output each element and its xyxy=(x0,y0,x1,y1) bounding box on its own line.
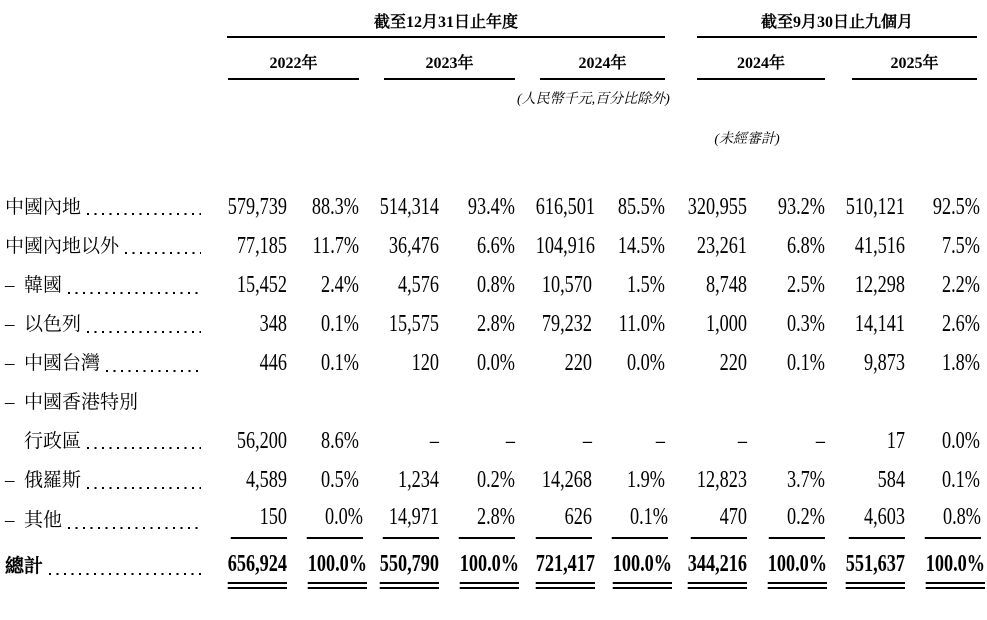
cell-value xyxy=(205,422,289,461)
cell-percent xyxy=(289,344,361,383)
percent-text: 1.8% xyxy=(942,349,981,376)
cell-percent xyxy=(594,227,667,266)
cell-value xyxy=(205,344,289,383)
percent-text: 93.4% xyxy=(467,193,515,220)
value-text: 14,141 xyxy=(854,310,906,337)
cell-value xyxy=(667,500,749,542)
cell-percent xyxy=(289,305,361,344)
cell-value xyxy=(361,542,441,592)
value-text: 41,516 xyxy=(854,232,906,259)
dot-leader xyxy=(87,213,201,215)
cell-value xyxy=(361,266,441,305)
cell-value xyxy=(827,344,907,383)
value-text: 4,603 xyxy=(849,505,905,539)
cell-percent xyxy=(907,500,982,542)
value-text: 79,232 xyxy=(541,310,592,337)
percent-text: 2.6% xyxy=(942,310,981,337)
value-text: 1,234 xyxy=(397,466,439,493)
table-row-korea xyxy=(2,266,982,305)
cell-value xyxy=(205,305,289,344)
table-row-taiwan-china xyxy=(2,344,982,383)
cell-percent xyxy=(289,500,361,542)
row-label: 俄羅斯 xyxy=(24,469,82,491)
table-body xyxy=(2,188,986,592)
cell-value xyxy=(517,227,594,266)
value-text: 15,575 xyxy=(388,310,439,337)
value-text: 220 xyxy=(719,349,748,376)
cell-percent xyxy=(594,500,667,542)
percent-text: – xyxy=(505,427,515,454)
cell-percent xyxy=(594,383,667,422)
year-header-row xyxy=(2,38,982,80)
percent-text: 1.5% xyxy=(627,271,666,298)
table-row-mainland-china xyxy=(2,188,982,227)
cell-percent xyxy=(749,344,827,383)
value-text: 344,216 xyxy=(688,552,747,589)
value-text: 348 xyxy=(259,310,287,337)
dot-leader xyxy=(87,487,201,489)
row-label-cell xyxy=(2,542,205,592)
cell-value xyxy=(827,305,907,344)
dash-prefix: – xyxy=(5,469,15,491)
dash-prefix: – xyxy=(5,313,15,335)
currency-unit-note: (人民幣千元,百分比除外) xyxy=(517,92,670,107)
percent-text: 1.9% xyxy=(627,466,666,493)
year-column-2024: 2024年 xyxy=(540,55,665,80)
value-text: 77,185 xyxy=(236,232,287,259)
period-nine-month-label: 截至9月30日止九個月 xyxy=(761,14,914,32)
revenue-by-region-table xyxy=(2,0,986,592)
cell-percent xyxy=(441,542,517,592)
cell-value xyxy=(361,383,441,422)
cell-value xyxy=(827,542,907,592)
cell-value xyxy=(667,422,749,461)
cell-value xyxy=(205,542,289,592)
row-label: 中國內地 xyxy=(5,196,82,218)
table-row-others xyxy=(2,500,982,542)
percent-text: 85.5% xyxy=(617,193,666,220)
cell-value xyxy=(517,266,594,305)
value-text: 9,873 xyxy=(863,349,906,376)
percent-text: 2.4% xyxy=(321,271,359,298)
percent-text: 100.0% xyxy=(308,552,367,589)
percent-text: 100.0% xyxy=(926,552,985,589)
cell-percent xyxy=(441,227,517,266)
value-text: 550,790 xyxy=(380,552,439,589)
percent-text: 3.7% xyxy=(787,466,826,493)
value-text: 656,924 xyxy=(228,552,287,589)
row-label-cell xyxy=(2,500,205,542)
percent-text: – xyxy=(655,427,666,454)
percent-text: 0.0% xyxy=(942,427,981,454)
cell-value xyxy=(517,461,594,500)
cell-percent xyxy=(594,305,667,344)
dot-leader xyxy=(106,370,201,372)
cell-value xyxy=(361,305,441,344)
year-column-2025: 2025年 xyxy=(852,55,977,80)
percent-text: 0.0% xyxy=(477,349,515,376)
cell-value xyxy=(827,188,907,227)
value-text: 36,476 xyxy=(388,232,439,259)
cell-value xyxy=(827,227,907,266)
value-text: 626 xyxy=(536,505,592,539)
value-text: 14,268 xyxy=(541,466,592,493)
row-label-cell xyxy=(2,188,205,227)
percent-text: 0.1% xyxy=(612,505,668,539)
row-label-cell xyxy=(2,266,205,305)
row-label: 中國香港特別 xyxy=(24,391,139,413)
percent-text: 0.1% xyxy=(321,310,359,337)
percent-text: 0.1% xyxy=(942,466,981,493)
value-text: 8,748 xyxy=(705,271,748,298)
value-text: – xyxy=(429,427,439,454)
cell-percent xyxy=(749,305,827,344)
cell-value xyxy=(667,266,749,305)
dot-leader xyxy=(49,573,201,575)
cell-percent xyxy=(749,422,827,461)
percent-text: 2.2% xyxy=(942,271,981,298)
cell-percent xyxy=(441,305,517,344)
cell-value xyxy=(517,344,594,383)
value-text: 470 xyxy=(691,505,747,539)
cell-percent xyxy=(289,227,361,266)
value-text: 15,452 xyxy=(236,271,287,298)
table-row-total xyxy=(2,542,982,592)
percent-text: 0.5% xyxy=(321,466,359,493)
value-text: 510,121 xyxy=(845,193,906,220)
value-text: 12,298 xyxy=(854,271,906,298)
row-label-cell xyxy=(2,344,205,383)
percent-text: 0.8% xyxy=(477,271,515,298)
cell-value xyxy=(827,422,907,461)
cell-value xyxy=(827,383,907,422)
cell-value xyxy=(517,500,594,542)
dash-prefix: – xyxy=(5,510,15,531)
row-label: 總計 xyxy=(5,556,44,578)
cell-percent xyxy=(594,188,667,227)
cell-value xyxy=(667,383,749,422)
percent-text: 0.3% xyxy=(787,310,826,337)
year-column-2023: 2023年 xyxy=(384,55,515,80)
corner-blank xyxy=(2,0,205,38)
unaudited-note: (未經審計) xyxy=(714,132,780,147)
cell-value xyxy=(361,344,441,383)
percent-text: 2.5% xyxy=(787,271,826,298)
value-text: 10,570 xyxy=(541,271,592,298)
cell-value xyxy=(361,188,441,227)
table-row-outside-mainland-china xyxy=(2,227,982,266)
percent-text: 100.0% xyxy=(768,552,827,589)
value-text: 23,261 xyxy=(696,232,748,259)
cell-percent xyxy=(907,542,986,592)
percent-text: 100.0% xyxy=(613,552,672,589)
dot-leader xyxy=(87,447,201,449)
cell-percent xyxy=(289,461,361,500)
dot-leader xyxy=(68,527,201,529)
percent-text: 0.0% xyxy=(627,349,666,376)
cell-value xyxy=(361,461,441,500)
cell-percent xyxy=(289,422,361,461)
cell-percent xyxy=(749,266,827,305)
percent-text: 100.0% xyxy=(460,552,519,589)
value-text: 579,739 xyxy=(227,193,287,220)
percent-text: 92.5% xyxy=(932,193,981,220)
cell-percent xyxy=(594,461,667,500)
percent-text: 2.8% xyxy=(477,310,515,337)
cell-percent xyxy=(749,542,827,592)
unit-note-row xyxy=(2,80,982,116)
dot-leader xyxy=(68,292,201,294)
cell-percent xyxy=(907,344,982,383)
row-label: 中國台灣 xyxy=(24,352,101,374)
value-text: 17 xyxy=(886,427,906,454)
period-header-row xyxy=(2,0,982,38)
cell-percent xyxy=(907,305,982,344)
percent-text: 0.1% xyxy=(321,349,359,376)
percent-text: 6.8% xyxy=(787,232,826,259)
row-label-cell xyxy=(2,227,205,266)
cell-percent xyxy=(289,383,361,422)
table-row-hk-sar-line1 xyxy=(2,383,982,422)
value-text: 12,823 xyxy=(696,466,748,493)
cell-value xyxy=(517,383,594,422)
value-text: 721,417 xyxy=(536,552,595,589)
cell-percent xyxy=(749,227,827,266)
value-text: 220 xyxy=(564,349,592,376)
row-label-cell xyxy=(2,461,205,500)
cell-value xyxy=(517,188,594,227)
cell-percent xyxy=(441,383,517,422)
percent-text: 14.5% xyxy=(617,232,666,259)
value-text: 320,955 xyxy=(687,193,748,220)
dot-leader xyxy=(125,252,201,254)
cell-percent xyxy=(907,188,982,227)
value-text: 1,000 xyxy=(705,310,748,337)
cell-percent xyxy=(289,266,361,305)
period-annual-header xyxy=(227,14,665,38)
value-text: 56,200 xyxy=(236,427,287,454)
row-label: 韓國 xyxy=(24,274,63,296)
table-row-hk-sar-line2 xyxy=(2,422,982,461)
cell-percent xyxy=(441,422,517,461)
percent-text: 7.5% xyxy=(942,232,981,259)
cell-percent xyxy=(749,188,827,227)
cell-percent xyxy=(907,461,982,500)
period-nine-month-header xyxy=(697,14,977,38)
cell-percent xyxy=(441,344,517,383)
value-text: 551,637 xyxy=(846,552,905,589)
cell-percent xyxy=(594,266,667,305)
cell-value xyxy=(827,500,907,542)
row-label: 以色列 xyxy=(24,313,82,335)
dash-prefix: – xyxy=(5,391,15,413)
row-label: 行政區 xyxy=(24,430,82,452)
value-text: 446 xyxy=(259,349,287,376)
cell-value xyxy=(827,266,907,305)
cell-percent xyxy=(289,542,367,592)
cell-percent xyxy=(907,266,982,305)
percent-text: 0.0% xyxy=(307,505,363,539)
table-row-russia xyxy=(2,461,982,500)
cell-percent xyxy=(594,542,672,592)
table-row-israel xyxy=(2,305,982,344)
cell-value xyxy=(205,227,289,266)
value-text: 120 xyxy=(411,349,439,376)
header-body-spacer xyxy=(2,160,982,188)
cell-percent xyxy=(441,188,517,227)
cell-value xyxy=(517,422,594,461)
percent-text: 2.8% xyxy=(459,505,515,539)
cell-value xyxy=(667,461,749,500)
cell-value xyxy=(827,461,907,500)
dash-prefix: – xyxy=(5,352,15,374)
year-column-2022: 2022年 xyxy=(228,55,359,80)
cell-value xyxy=(205,266,289,305)
period-annual-label: 截至12月31日止年度 xyxy=(374,14,519,32)
percent-text: 11.0% xyxy=(618,310,666,337)
percent-text: 11.7% xyxy=(312,232,359,259)
unaudited-note-row xyxy=(2,116,982,160)
value-text: 104,916 xyxy=(535,232,595,259)
value-text: 514,314 xyxy=(379,193,439,220)
cell-value xyxy=(205,500,289,542)
cell-percent xyxy=(907,422,982,461)
cell-value xyxy=(517,305,594,344)
cell-value xyxy=(667,188,749,227)
cell-percent xyxy=(594,344,667,383)
cell-value xyxy=(205,383,289,422)
percent-text: 0.2% xyxy=(769,505,825,539)
row-label-cell xyxy=(2,422,205,461)
percent-text: 8.6% xyxy=(321,427,359,454)
cell-value xyxy=(517,542,594,592)
row-label: 其他 xyxy=(24,510,63,531)
value-text: – xyxy=(737,427,748,454)
value-text: – xyxy=(582,427,592,454)
cell-percent xyxy=(441,266,517,305)
percent-text: 88.3% xyxy=(311,193,359,220)
row-label-cell xyxy=(2,383,205,422)
value-text: 4,589 xyxy=(245,466,287,493)
row-label: 中國內地以外 xyxy=(5,235,120,257)
dash-prefix: – xyxy=(5,274,15,296)
cell-value xyxy=(667,227,749,266)
value-text: 616,501 xyxy=(535,193,595,220)
cell-value xyxy=(361,500,441,542)
cell-percent xyxy=(907,383,982,422)
percent-text: 0.2% xyxy=(477,466,515,493)
cell-value xyxy=(667,344,749,383)
cell-value xyxy=(205,188,289,227)
value-text: 4,576 xyxy=(397,271,439,298)
cell-percent xyxy=(594,422,667,461)
cell-value xyxy=(361,227,441,266)
percent-text: 93.2% xyxy=(777,193,826,220)
percent-text: – xyxy=(815,427,826,454)
cell-percent xyxy=(749,461,827,500)
cell-percent xyxy=(749,500,827,542)
percent-text: 6.6% xyxy=(477,232,515,259)
cell-percent xyxy=(441,461,517,500)
cell-value xyxy=(667,305,749,344)
cell-percent xyxy=(749,383,827,422)
value-text: 150 xyxy=(231,505,287,539)
percent-text: 0.8% xyxy=(925,505,981,539)
row-label-cell xyxy=(2,305,205,344)
value-text: 584 xyxy=(877,466,906,493)
cell-percent xyxy=(289,188,361,227)
value-text: 14,971 xyxy=(383,505,439,539)
percent-text: 0.1% xyxy=(787,349,826,376)
cell-value xyxy=(361,422,441,461)
dot-leader xyxy=(87,331,201,333)
cell-value xyxy=(205,461,289,500)
year-column-2024-nine-months: 2024年 xyxy=(697,55,825,80)
cell-value xyxy=(667,542,749,592)
cell-percent xyxy=(441,500,517,542)
cell-percent xyxy=(907,227,982,266)
